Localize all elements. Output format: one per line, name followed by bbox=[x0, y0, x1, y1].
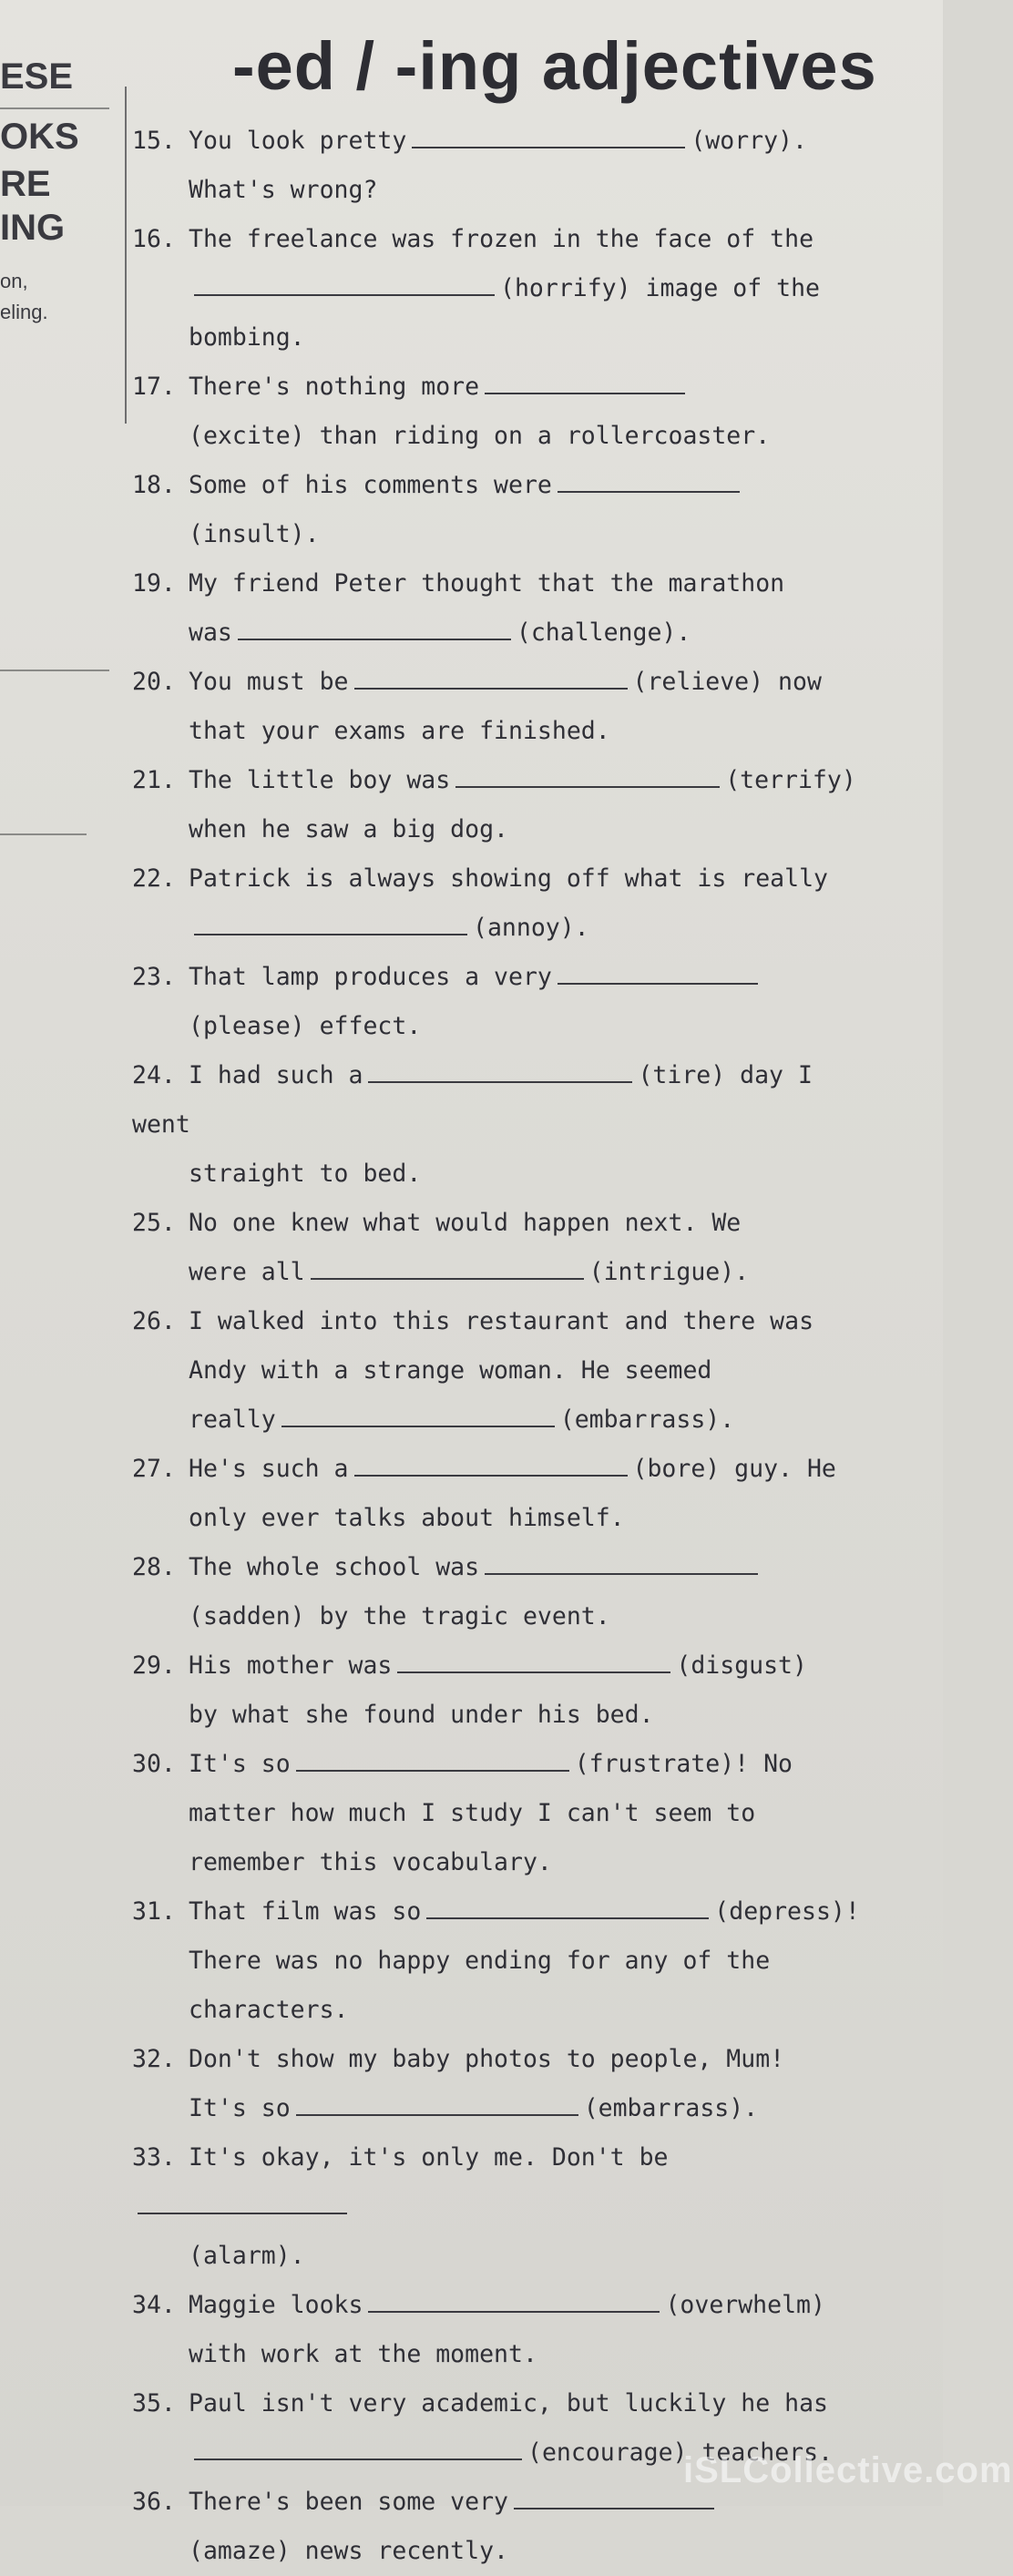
item-text: There's nothing more bbox=[189, 373, 480, 401]
item-text: really bbox=[189, 1406, 276, 1434]
item-text: I had such a bbox=[189, 1061, 363, 1089]
answer-blank[interactable] bbox=[238, 618, 511, 640]
item-text: (embarrass). bbox=[583, 2094, 759, 2122]
exercise-item bbox=[132, 117, 884, 215]
strip-word: ING bbox=[0, 208, 66, 248]
item-text: (overwhelm) bbox=[665, 2291, 825, 2319]
item-text: (amaze) news recently. bbox=[189, 2537, 508, 2565]
answer-blank[interactable] bbox=[368, 1061, 632, 1083]
item-text: What's wrong? bbox=[189, 176, 378, 204]
item-number: 16. bbox=[132, 225, 176, 253]
item-text: (worry). bbox=[691, 127, 807, 155]
item-text: (insult). bbox=[189, 520, 320, 548]
item-number: 15. bbox=[132, 127, 176, 155]
item-text: was bbox=[189, 618, 232, 647]
item-text: He's such a bbox=[189, 1455, 349, 1483]
exercise-item bbox=[132, 854, 884, 953]
item-number: 31. bbox=[132, 1897, 176, 1926]
answer-blank[interactable] bbox=[485, 373, 685, 394]
exercise-item bbox=[132, 559, 884, 658]
item-number: 35. bbox=[132, 2389, 176, 2418]
item-text: with work at the moment. bbox=[189, 2340, 537, 2368]
left-page-fragment bbox=[0, 0, 128, 2506]
item-text: Andy with a strange woman. He seemed bbox=[189, 1356, 712, 1385]
item-text: (relieve) now bbox=[632, 668, 822, 696]
item-text: That film was so bbox=[189, 1897, 422, 1926]
item-number: 21. bbox=[132, 766, 176, 794]
item-text: (bore) guy. He bbox=[632, 1455, 836, 1483]
item-text: It's so bbox=[189, 2094, 291, 2122]
exercise-item bbox=[132, 756, 884, 854]
answer-blank[interactable] bbox=[281, 1406, 555, 1427]
item-number: 27. bbox=[132, 1455, 176, 1483]
item-text: by what she found under his bed. bbox=[189, 1701, 654, 1729]
answer-blank[interactable] bbox=[354, 1455, 628, 1477]
item-text: My friend Peter thought that the marathon bbox=[189, 569, 785, 598]
item-number: 30. bbox=[132, 1750, 176, 1778]
strip-word: RE bbox=[0, 164, 51, 204]
exercise-item bbox=[132, 953, 884, 1051]
item-text: Patrick is always showing off what is really bbox=[189, 864, 828, 893]
answer-blank[interactable] bbox=[194, 274, 495, 296]
exercise-item bbox=[132, 2478, 884, 2576]
item-text: There was no happy ending for any of the bbox=[189, 1947, 771, 1975]
item-text: (embarrass). bbox=[559, 1406, 735, 1434]
answer-blank[interactable] bbox=[311, 1258, 584, 1280]
item-number: 36. bbox=[132, 2488, 176, 2516]
exercise-list bbox=[132, 117, 884, 2576]
exercise-item bbox=[132, 1740, 884, 1887]
item-text: (disgust) bbox=[676, 1651, 807, 1680]
answer-blank[interactable] bbox=[558, 963, 758, 985]
exercise-item bbox=[132, 658, 884, 756]
item-text: (encourage) teachers. bbox=[527, 2438, 834, 2467]
item-text: (sadden) by the tragic event. bbox=[189, 1602, 610, 1630]
item-text: No one knew what would happen next. We bbox=[189, 1209, 742, 1237]
exercise-item bbox=[132, 2281, 884, 2379]
item-number: 24. bbox=[132, 1061, 176, 1089]
item-text: It's okay, it's only me. Don't be bbox=[189, 2143, 669, 2172]
item-text: (terrify) bbox=[725, 766, 856, 794]
item-text: You look pretty bbox=[189, 127, 407, 155]
item-text: (depress)! bbox=[714, 1897, 860, 1926]
answer-blank[interactable] bbox=[296, 1750, 569, 1772]
item-number: 19. bbox=[132, 569, 176, 598]
item-number: 32. bbox=[132, 2045, 176, 2073]
item-text: were all bbox=[189, 1258, 305, 1286]
divider-line bbox=[125, 87, 127, 424]
item-text: straight to bed. bbox=[189, 1160, 422, 1188]
item-text: It's so bbox=[189, 1750, 291, 1778]
exercise-item bbox=[132, 1297, 884, 1445]
item-text: (frustrate)! No bbox=[574, 1750, 793, 1778]
strip-word: OKS bbox=[0, 117, 79, 157]
item-number: 26. bbox=[132, 1307, 176, 1335]
item-text: You must be bbox=[189, 668, 349, 696]
item-number: 20. bbox=[132, 668, 176, 696]
item-number: 23. bbox=[132, 963, 176, 991]
item-text: (intrigue). bbox=[588, 1258, 750, 1286]
exercise-item bbox=[132, 2133, 884, 2281]
answer-blank[interactable] bbox=[455, 766, 720, 788]
item-text: Maggie looks bbox=[189, 2291, 363, 2319]
item-number: 17. bbox=[132, 373, 176, 401]
watermark: iSLCollective.com bbox=[683, 2450, 1013, 2490]
item-text: (alarm). bbox=[189, 2242, 305, 2270]
item-text: remember this vocabulary. bbox=[189, 1848, 552, 1876]
exercise-item bbox=[132, 1445, 884, 1543]
page-title: -ed / -ing adjectives bbox=[232, 28, 877, 104]
item-text: Some of his comments were bbox=[189, 471, 552, 499]
exercise-item bbox=[132, 363, 884, 461]
item-number: 29. bbox=[132, 1651, 176, 1680]
answer-blank[interactable] bbox=[485, 1553, 758, 1575]
exercise-item bbox=[132, 1199, 884, 1297]
item-text: There's been some very bbox=[189, 2488, 508, 2516]
item-text: only ever talks about himself. bbox=[189, 1504, 625, 1532]
item-text: Don't show my baby photos to people, Mum! bbox=[189, 2045, 785, 2073]
answer-blank[interactable] bbox=[368, 2291, 660, 2313]
answer-blank[interactable] bbox=[354, 668, 628, 690]
exercise-item bbox=[132, 461, 884, 559]
answer-blank[interactable] bbox=[397, 1651, 670, 1673]
item-number: 33. bbox=[132, 2143, 176, 2172]
item-text: I walked into this restaurant and there was bbox=[189, 1307, 814, 1335]
answer-blank[interactable] bbox=[138, 2193, 347, 2214]
item-text: (annoy). bbox=[473, 914, 589, 942]
answer-blank[interactable] bbox=[296, 2094, 578, 2116]
item-text: (tire) day I went bbox=[132, 1061, 813, 1139]
item-text: matter how much I study I can't seem to bbox=[189, 1799, 756, 1827]
strip-word: on, bbox=[0, 270, 28, 292]
exercise-item bbox=[132, 215, 884, 363]
answer-blank[interactable] bbox=[194, 914, 467, 935]
item-number: 34. bbox=[132, 2291, 176, 2319]
item-number: 28. bbox=[132, 1553, 176, 1581]
answer-blank[interactable] bbox=[558, 471, 740, 493]
exercise-item bbox=[132, 1641, 884, 1740]
item-text: characters. bbox=[189, 1996, 349, 2024]
item-text: His mother was bbox=[189, 1651, 393, 1680]
item-number: 18. bbox=[132, 471, 176, 499]
item-text: when he saw a big dog. bbox=[189, 815, 508, 843]
answer-blank[interactable] bbox=[194, 2438, 522, 2460]
exercise-item bbox=[132, 2035, 884, 2133]
item-text: The freelance was frozen in the face of the bbox=[189, 225, 814, 253]
item-text: (excite) than riding on a rollercoaster. bbox=[189, 422, 771, 450]
item-text: (challenge). bbox=[516, 618, 691, 647]
item-text: The whole school was bbox=[189, 1553, 480, 1581]
exercise-item bbox=[132, 1887, 884, 2035]
answer-blank[interactable] bbox=[426, 1897, 709, 1919]
item-number: 22. bbox=[132, 864, 176, 893]
strip-word: eling. bbox=[0, 301, 48, 323]
item-text: That lamp produces a very bbox=[189, 963, 552, 991]
item-text: The little boy was bbox=[189, 766, 451, 794]
item-text: Paul isn't very academic, but luckily he has bbox=[189, 2389, 828, 2418]
exercise-item bbox=[132, 1543, 884, 1641]
item-number: 25. bbox=[132, 1209, 176, 1237]
strip-word: ESE bbox=[0, 56, 74, 97]
answer-blank[interactable] bbox=[412, 127, 685, 148]
item-text: that your exams are finished. bbox=[189, 717, 610, 745]
exercise-item bbox=[132, 1051, 884, 1199]
item-text: (please) effect. bbox=[189, 1012, 422, 1040]
item-text: (horrify) image of the bombing. bbox=[189, 274, 820, 352]
